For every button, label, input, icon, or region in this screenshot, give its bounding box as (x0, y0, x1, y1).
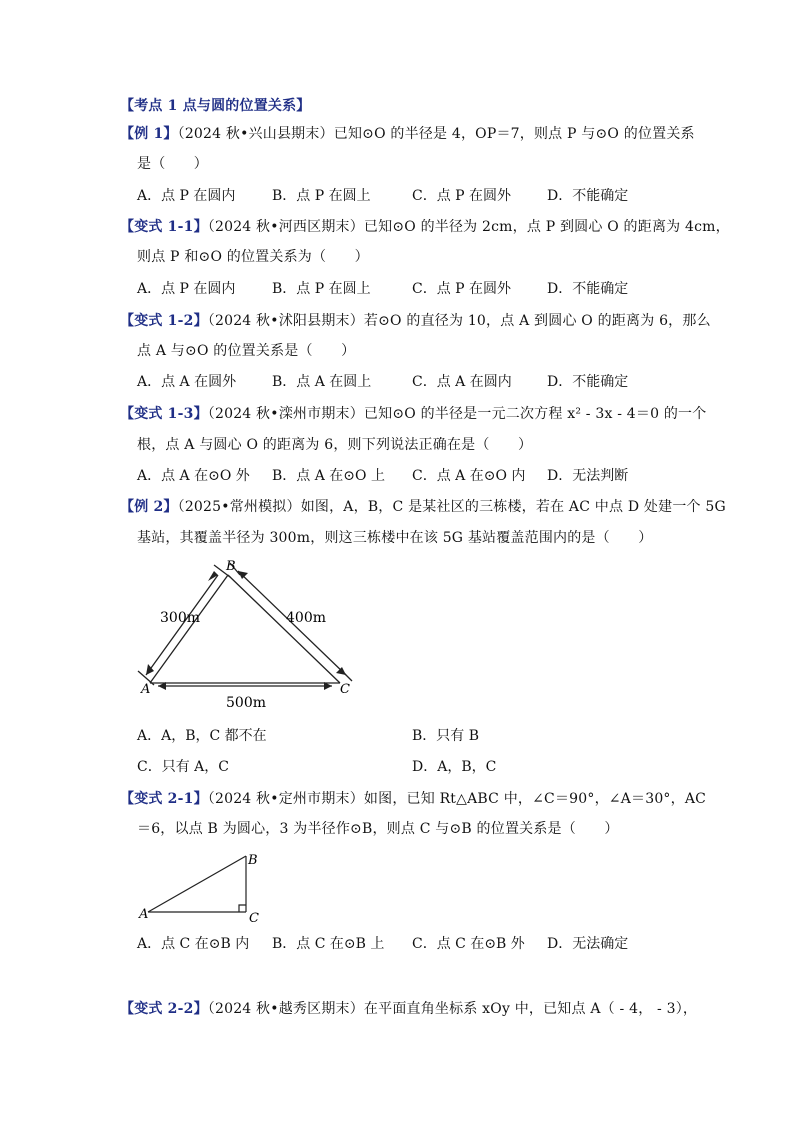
length-label-ac: 500m (226, 695, 266, 711)
length-label-ab: 300m (160, 610, 200, 626)
question-tag: 【变式 1-2】 (120, 313, 208, 329)
option-b[interactable]: B．点 A 在⊙O 上 (272, 468, 385, 484)
option-a[interactable]: A．点 P 在圆内 (137, 188, 236, 204)
question-tag: 【变式 1-1】 (120, 219, 208, 235)
question-text-cont: 点 A 与⊙O 的位置关系是（ ） (137, 343, 356, 359)
vertex-label-c: C (249, 911, 259, 926)
question-tag: 【变式 2-2】 (120, 1001, 208, 1017)
length-label-bc: 400m (286, 610, 326, 626)
question-text: （2024 秋•河西区期末）已知⊙O 的半径为 2cm，点 P 到圆心 O 的距离为 4cm， (207, 219, 730, 235)
question-tag: 【例 1】 (120, 126, 178, 142)
vertex-label-a: A (141, 682, 151, 697)
side-bc (228, 575, 340, 683)
option-d[interactable]: D．无法判断 (547, 468, 629, 484)
question-tag: 【例 2】 (120, 499, 178, 515)
option-c[interactable]: C．只有 A，C (137, 759, 229, 775)
option-d[interactable]: D．A，B，C (412, 759, 497, 775)
question-text-cont: 根，点 A 与圆心 O 的距离为 6，则下列说法正确在是（ ） (137, 437, 533, 453)
option-d[interactable]: D．无法确定 (547, 936, 629, 952)
vertex-label-c: C (340, 682, 350, 697)
option-d[interactable]: D．不能确定 (547, 281, 629, 297)
arrowhead (336, 667, 346, 675)
option-b[interactable]: B．点 C 在⊙B 上 (272, 936, 385, 952)
question-text: （2024 秋•沭阳县期末）若⊙O 的直径为 10，点 A 到圆心 O 的距离为 6，那么 (207, 313, 711, 329)
vertex-label-b: B (226, 559, 236, 574)
option-a[interactable]: A．点 P 在圆内 (137, 281, 236, 297)
question-tag: 【变式 1-3】 (120, 406, 208, 422)
right-angle-mark (239, 905, 246, 912)
option-a[interactable]: A．点 A 在圆外 (137, 374, 237, 390)
option-c[interactable]: C．点 P 在圆外 (412, 281, 512, 297)
option-c[interactable]: C．点 A 在⊙O 内 (412, 468, 526, 484)
side-ab (150, 575, 228, 683)
question-text-cont: 则点 P 和⊙O 的位置关系为（ ） (137, 249, 369, 265)
vertex-label-b: B (248, 853, 258, 868)
question-text-cont: 基站，其覆盖半径为 300m，则这三栋楼中在该 5G 基站覆盖范围内的是（ ） (137, 530, 653, 546)
triangle-figure-abc (130, 555, 370, 715)
question-text-cont: ＝6，以点 B 为圆心，3 为半径作⊙B，则点 C 与⊙B 的位置关系是（ ） (137, 821, 619, 837)
option-d[interactable]: D．不能确定 (547, 374, 629, 390)
question-text: （2024 秋•定州市期末）如图，已知 Rt△ABC 中，∠C＝90°，∠A＝30°，AC (207, 791, 707, 807)
option-a[interactable]: A．点 A 在⊙O 外 (137, 468, 250, 484)
option-c[interactable]: C．点 P 在圆外 (412, 188, 512, 204)
option-d[interactable]: D．不能确定 (547, 188, 629, 204)
question-text: （2024 秋•兴山县期末）已知⊙O 的半径是 4，OP＝7，则点 P 与⊙O 的位置关系 (177, 126, 695, 142)
question-text-cont: 是（ ） (137, 156, 208, 172)
section-title: 【考点 1 点与圆的位置关系】 (120, 98, 311, 114)
question-text: （2024 秋•越秀区期末）在平面直角坐标系 xOy 中，已知点 A（ - 4， - 3）， (207, 1001, 698, 1017)
option-b[interactable]: B．点 P 在圆上 (272, 188, 371, 204)
side-ab (148, 856, 246, 912)
question-text: （2025•常州模拟）如图，A，B，C 是某社区的三栋楼，若在 AC 中点 D 处建一个 5G (177, 499, 726, 515)
option-b[interactable]: B．只有 B (412, 728, 480, 744)
option-b[interactable]: B．点 P 在圆上 (272, 281, 371, 297)
question-text: （2024 秋•滦州市期末）已知⊙O 的半径是一元二次方程 x² - 3x - 4＝0 的一个 (207, 406, 707, 422)
right-triangle-figure (136, 848, 276, 928)
option-c[interactable]: C．点 A 在圆内 (412, 374, 512, 390)
option-b[interactable]: B．点 A 在圆上 (272, 374, 372, 390)
option-a[interactable]: A．A，B，C 都不在 (137, 728, 267, 744)
option-a[interactable]: A．点 C 在⊙B 内 (137, 936, 250, 952)
vertex-label-a: A (139, 907, 149, 922)
question-tag: 【变式 2-1】 (120, 791, 208, 807)
option-c[interactable]: C．点 C 在⊙B 外 (412, 936, 525, 952)
